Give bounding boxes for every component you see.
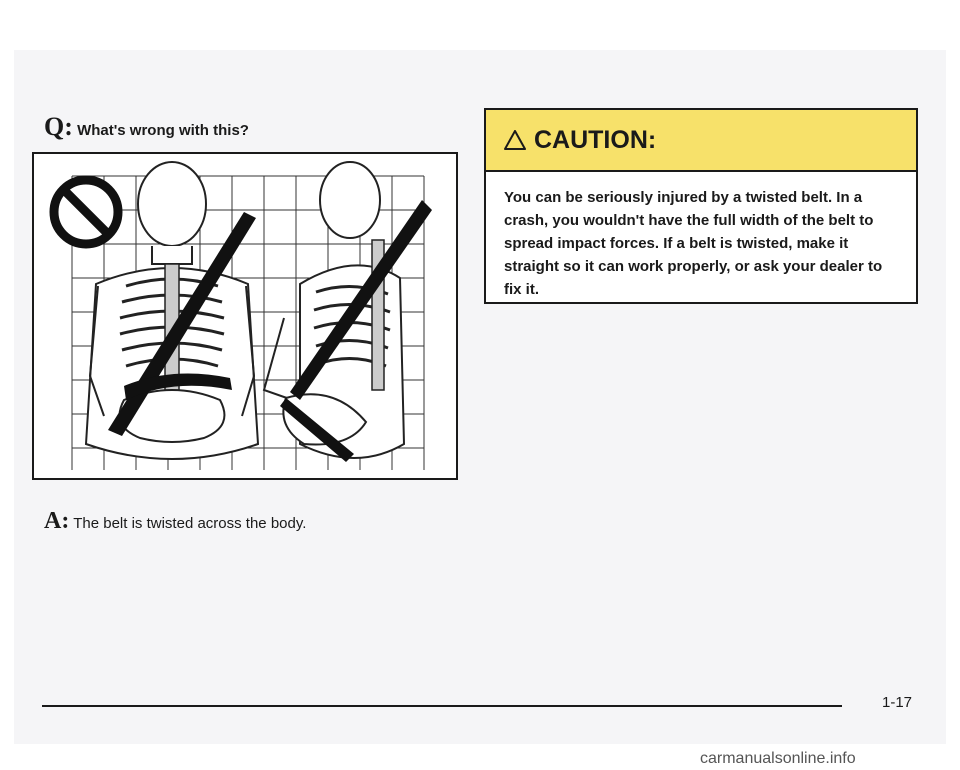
watermark: carmanualsonline.info (700, 750, 856, 767)
question-text: What's wrong with this? (77, 122, 249, 139)
answer-text: The belt is twisted across the body. (73, 515, 307, 532)
caution-header (486, 110, 916, 172)
answer-line (44, 508, 306, 535)
answer-letter: A: (44, 508, 70, 534)
caution-text: You can be seriously injured by a twisted belt. In a crash, you wouldn't have the full width of the belt to spread impact forces. If a belt is twisted, make it straight so it can work properly, or ask your dealer to fix it. (504, 189, 883, 298)
question-letter: Q: (44, 112, 73, 141)
question-line (44, 112, 249, 142)
twisted-belt-illustration (32, 152, 458, 480)
page-number: 1-17 (882, 694, 913, 711)
skeleton-figure (34, 154, 456, 478)
footer-rule (42, 705, 842, 707)
warning-triangle-icon (504, 130, 526, 150)
caution-title: CAUTION: (534, 125, 657, 154)
caution-box (484, 108, 918, 304)
prohibition-icon (54, 180, 118, 244)
